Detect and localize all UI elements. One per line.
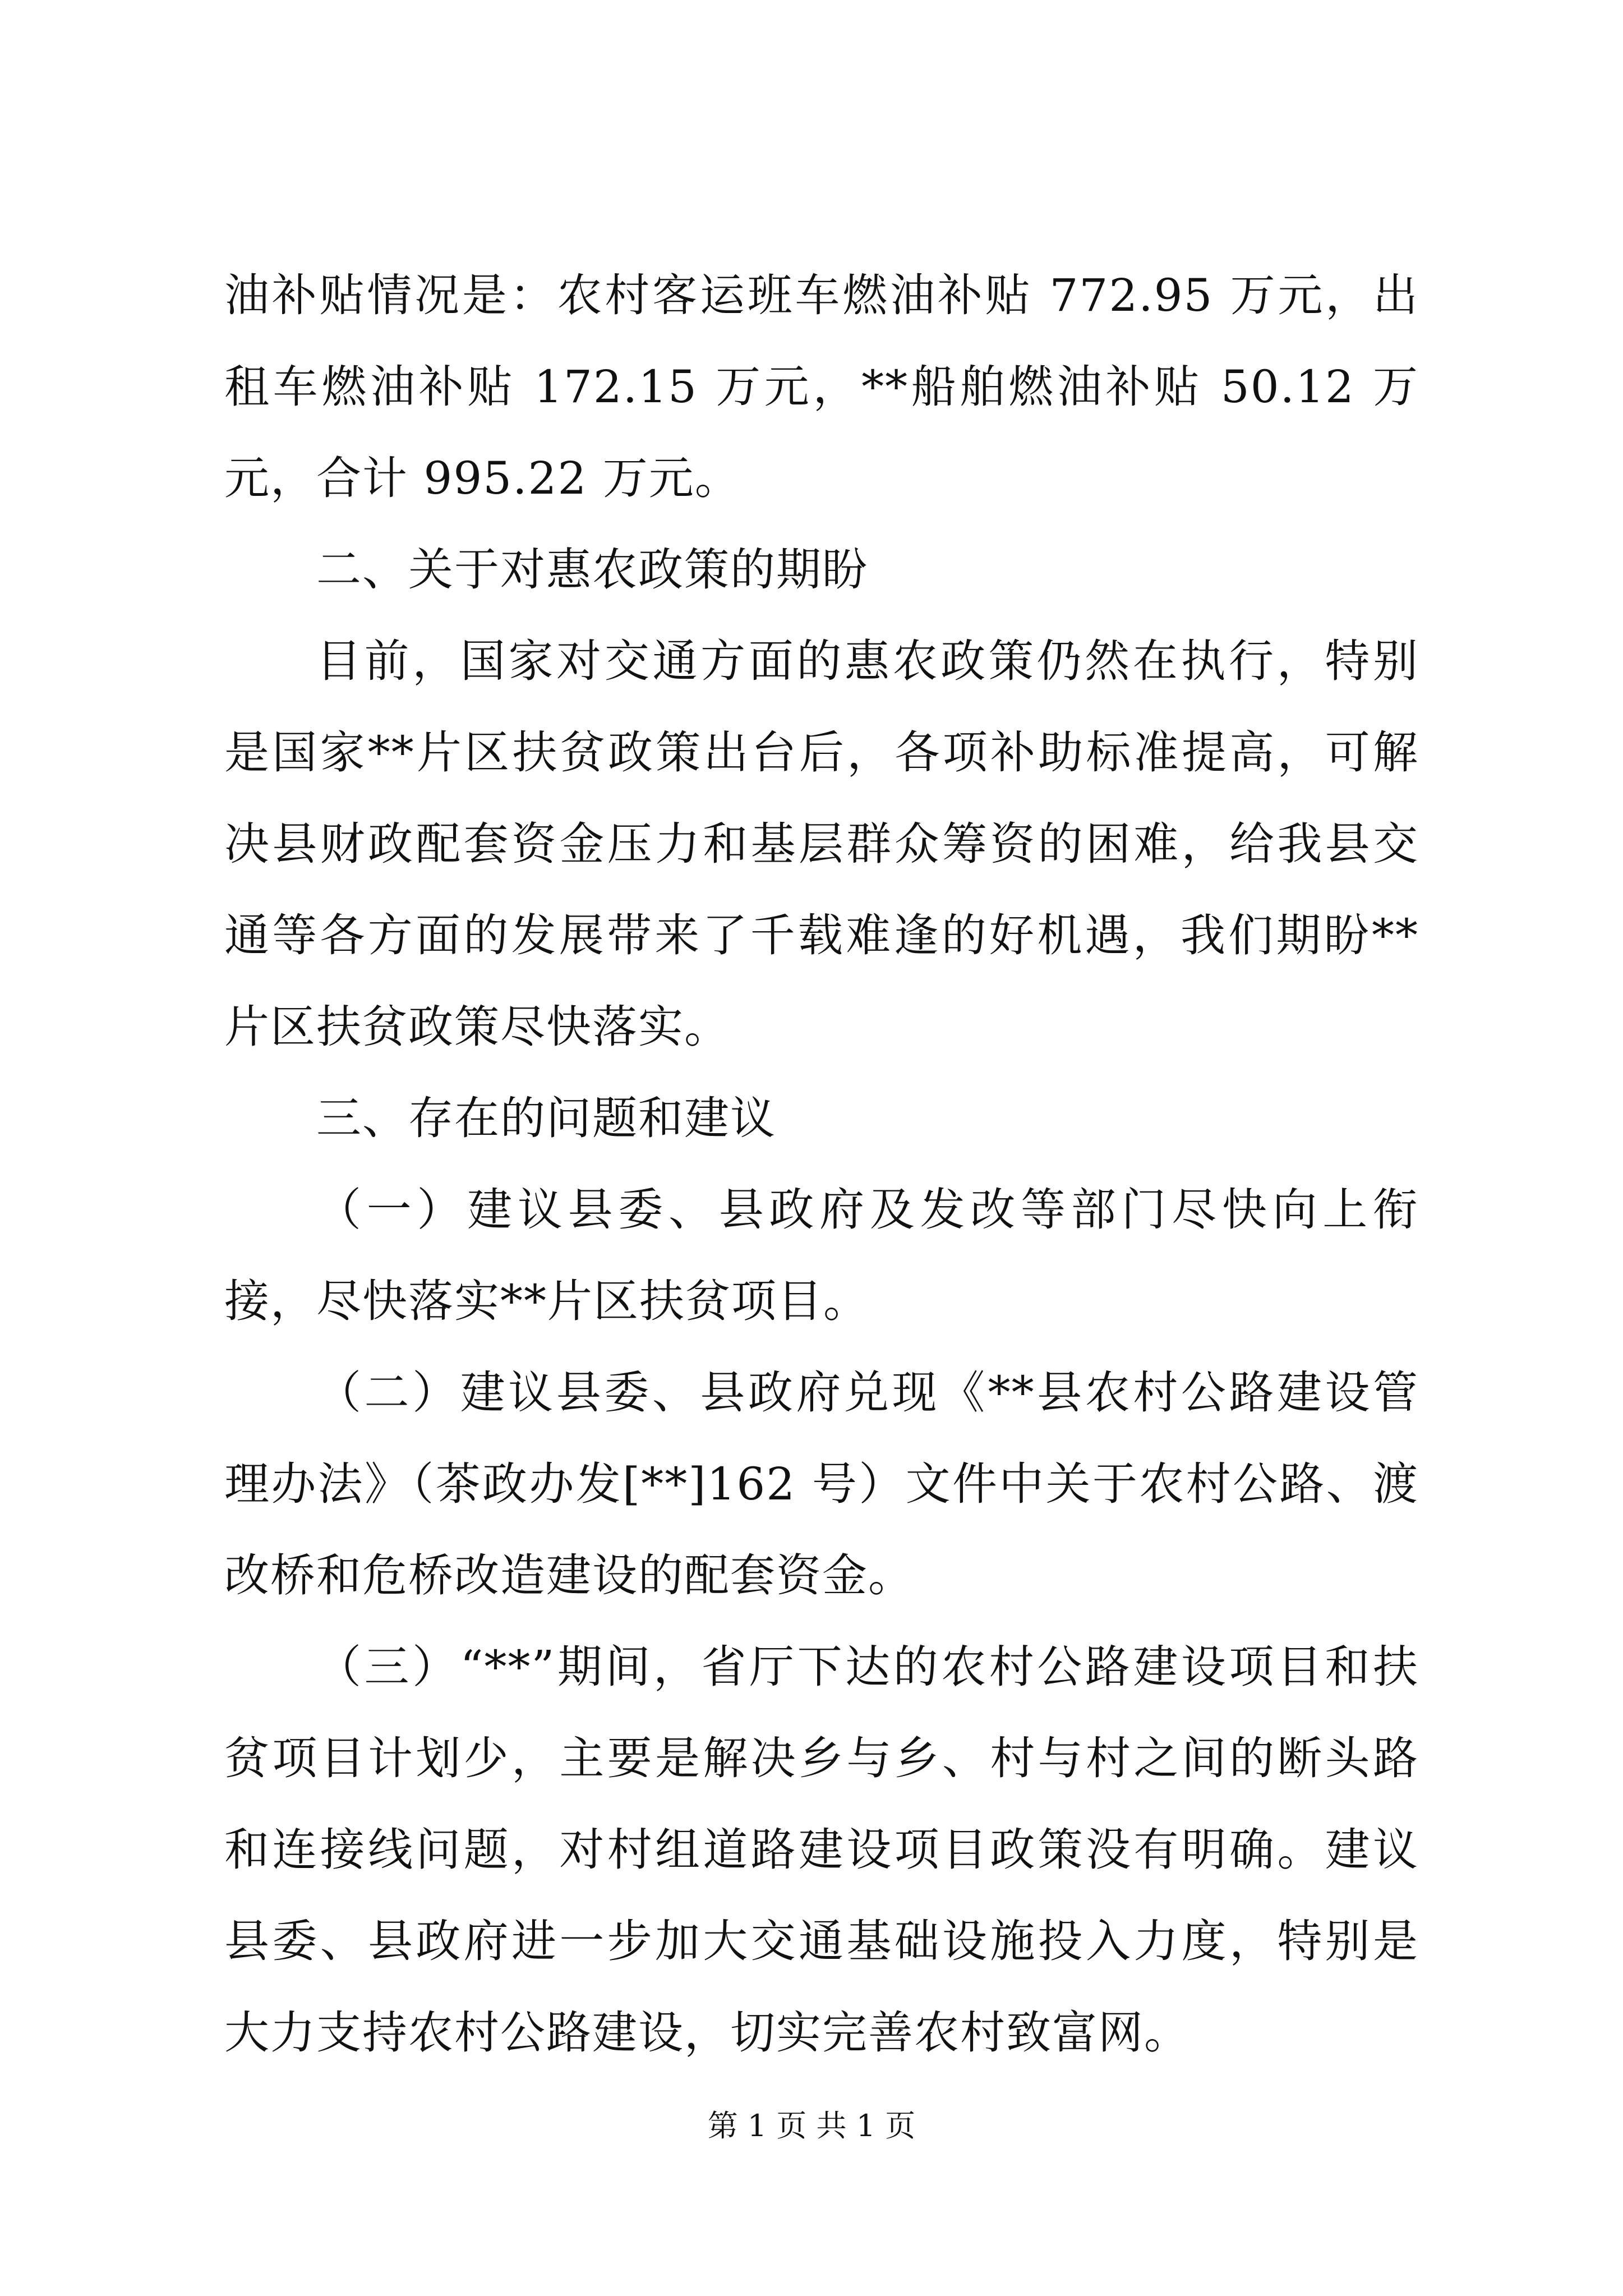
page-footer bbox=[0, 2106, 1623, 2146]
paragraph-suggestion-1: （一）建议县委、县政府及发改等部门尽快向上衔接，尽快落实**片区扶贫项目。 bbox=[224, 1184, 1419, 1327]
heading-problems-suggestions: 三、存在的问题和建议 bbox=[316, 1092, 776, 1144]
page-number-label: 第 1 页 共 1 页 bbox=[707, 2108, 916, 2143]
paragraph-fuel-subsidy: 油补贴情况是：农村客运班车燃油补贴 772.95 万元，出租车燃油补贴 172.15 万元，**船舶燃油补贴 50.12 万元，合计 995.22 万元。 bbox=[224, 269, 1419, 504]
heading-expectations: 二、关于对惠农政策的期盼 bbox=[316, 544, 868, 596]
paragraph-suggestion-3: （三）“**”期间，省厅下达的农村公路建设项目和扶贫项目计划少，主要是解决乡与乡、村与村之间的断头路和连接线问题，对村组道路建设项目政策没有明确。建议县委、县政府进一步加大交通基础设施投入力度，特别是大力支持农村公路建设，切实完善农村致富网。 bbox=[224, 1641, 1419, 2059]
paragraph-expectations: 目前，国家对交通方面的惠农政策仍然在执行，特别是国家**片区扶贫政策出台后，各项补助标准提高，可解决县财政配套资金压力和基层群众筹资的困难，给我县交通等各方面的发展带来了千载难逢的好机遇，我们期盼**片区扶贫政策尽快落实。 bbox=[224, 635, 1419, 1053]
paragraph-suggestion-2: （二）建议县委、县政府兑现《**县农村公路建设管理办法》（茶政办发[**]162 号）文件中关于农村公路、渡改桥和危桥改造建设的配套资金。 bbox=[224, 1366, 1419, 1602]
document-body bbox=[224, 250, 1419, 2078]
